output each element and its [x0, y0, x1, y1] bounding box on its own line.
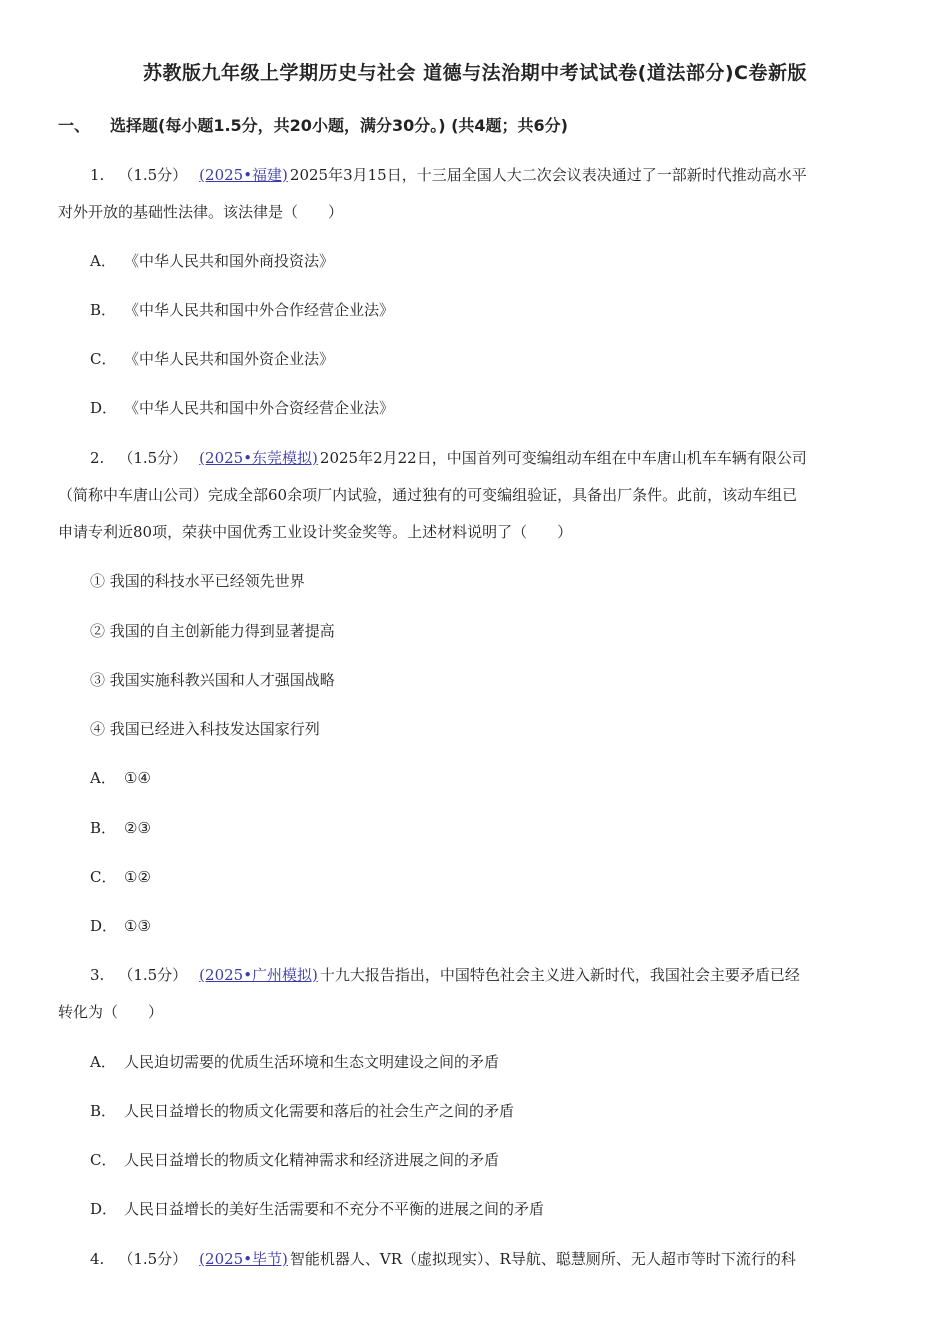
question-source-link[interactable]: (2025•广州模拟) [199, 966, 318, 984]
question-source-link[interactable]: (2025•福建) [199, 166, 288, 184]
question-number: 4. [90, 1250, 105, 1268]
question-2-option-c [90, 867, 151, 887]
option-text: 人民日益增长的美好生活需要和不充分不平衡的进展之间的矛盾 [124, 1200, 545, 1218]
question-3-stem-cont: 转化为（ ） [58, 1003, 164, 1021]
section-heading [58, 113, 568, 136]
option-letter: C． [90, 868, 117, 886]
question-number: 1. [90, 166, 105, 184]
section-text: 选择题(每小题1.5分，共20小题，满分30分。) (共4题；共6分) [110, 116, 568, 135]
option-letter: D． [90, 399, 118, 417]
question-score: （1.5分） [118, 966, 188, 984]
question-2-option-a [90, 768, 151, 788]
question-2-statement-3: ③ 我国实施科教兴国和人才强国战略 [90, 671, 335, 689]
question-1-option-d [90, 398, 394, 418]
question-1-stem-cont: 对外开放的基础性法律。该法律是（ ） [58, 203, 344, 221]
question-2-option-d [90, 916, 151, 936]
question-4-stem [90, 1249, 796, 1269]
option-letter: B． [90, 1102, 117, 1120]
option-letter: A． [90, 252, 116, 270]
question-2-statement-1: ① 我国的科技水平已经领先世界 [90, 572, 305, 590]
question-source-link[interactable]: (2025•东莞模拟) [199, 449, 318, 467]
option-text: 人民日益增长的物质文化需要和落后的社会生产之间的矛盾 [124, 1102, 515, 1120]
option-letter: B． [90, 301, 117, 319]
question-score: （1.5分） [118, 1250, 188, 1268]
section-number: 一、 [58, 116, 91, 135]
option-text: ②③ [124, 819, 151, 837]
question-2-stem-cont: 申请专利近80项，荣获中国优秀工业设计奖金奖等。上述材料说明了（ ） [58, 523, 573, 541]
question-3-option-c [90, 1150, 499, 1170]
option-text: 人民日益增长的物质文化精神需求和经济进展之间的矛盾 [124, 1151, 500, 1169]
question-3-stem [90, 965, 800, 985]
option-text: ①④ [124, 769, 151, 787]
option-letter: A． [90, 1053, 116, 1071]
question-2-stem [90, 448, 807, 468]
option-letter: C． [90, 1151, 117, 1169]
question-2-option-b [90, 818, 151, 838]
question-1-option-a [90, 251, 334, 271]
option-text: ①② [124, 868, 151, 886]
question-3-option-b [90, 1101, 514, 1121]
option-letter: A． [90, 769, 116, 787]
question-3-option-d [90, 1199, 544, 1219]
option-text: 《中华人民共和国中外合资经营企业法》 [124, 399, 395, 417]
question-1-option-b [90, 300, 394, 320]
option-letter: C． [90, 350, 117, 368]
question-number: 2. [90, 449, 105, 467]
question-number: 3. [90, 966, 105, 984]
option-letter: B． [90, 819, 117, 837]
question-2-stem-cont: （简称中车唐山公司）完成全部60余项厂内试验，通过独有的可变编组验证，具备出厂条件。此前，该动车组已 [58, 486, 798, 504]
option-letter: D． [90, 1200, 118, 1218]
option-text: 人民迫切需要的优质生活环境和生态文明建设之间的矛盾 [124, 1053, 500, 1071]
question-1-stem [90, 165, 807, 185]
option-text: 《中华人民共和国外商投资法》 [124, 252, 335, 270]
question-1-option-c [90, 349, 334, 369]
question-2-statement-4: ④ 我国已经进入科技发达国家行列 [90, 720, 320, 738]
question-text: 2025年3月15日，十三届全国人大二次会议表决通过了一部新时代推动高水平 [289, 166, 807, 184]
option-text: 《中华人民共和国中外合作经营企业法》 [124, 301, 395, 319]
question-3-option-a [90, 1052, 499, 1072]
question-text: 智能机器人、VR（虚拟现实）、R导航、聪慧厕所、无人超市等时下流行的科 [289, 1250, 796, 1268]
question-2-statement-2: ② 我国的自主创新能力得到显著提高 [90, 622, 335, 640]
option-letter: D． [90, 917, 118, 935]
option-text: ①③ [124, 917, 151, 935]
question-text: 2025年2月22日，中国首列可变编组动车组在中车唐山机车车辆有限公司 [319, 449, 807, 467]
question-score: （1.5分） [118, 449, 188, 467]
option-text: 《中华人民共和国外资企业法》 [124, 350, 335, 368]
page-title: 苏教版九年级上学期历史与社会 道德与法治期中考试试卷(道法部分)C卷新版 [143, 62, 807, 84]
question-text: 十九大报告指出，中国特色社会主义进入新时代，我国社会主要矛盾已经 [319, 966, 800, 984]
question-score: （1.5分） [118, 166, 188, 184]
question-source-link[interactable]: (2025•毕节) [199, 1250, 288, 1268]
